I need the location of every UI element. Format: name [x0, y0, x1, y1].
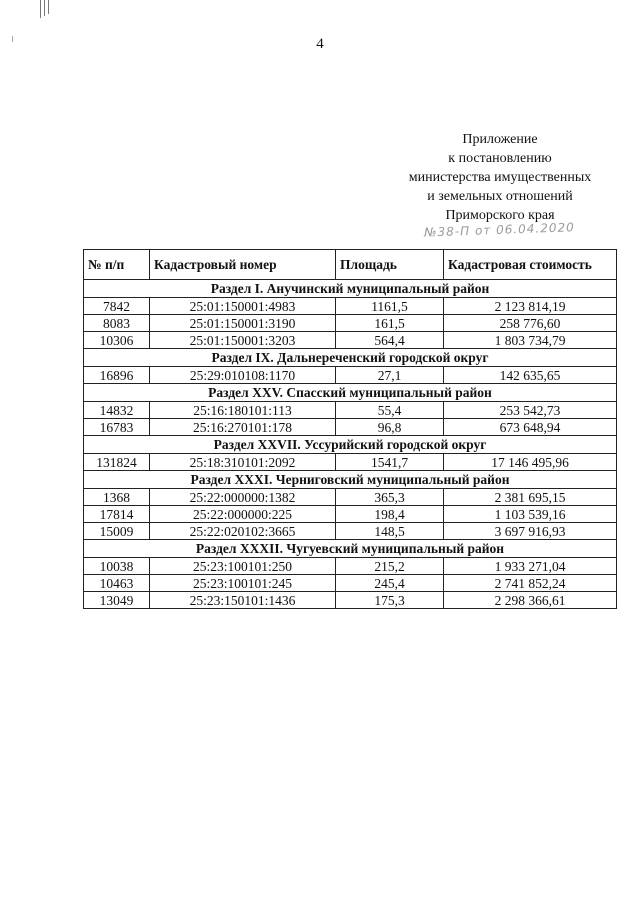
cell-cadastral-number: 25:22:000000:1382 — [150, 489, 336, 506]
cell-cadastral-value: 1 933 271,04 — [444, 558, 617, 575]
cell-cadastral-value: 3 697 916,93 — [444, 523, 617, 540]
cell-number: 17814 — [84, 506, 150, 523]
cell-area: 148,5 — [336, 523, 444, 540]
cell-area: 55,4 — [336, 402, 444, 419]
table-header-row — [84, 250, 617, 280]
section-row — [84, 540, 617, 558]
cell-number: 131824 — [84, 454, 150, 471]
handwritten-note: №38-П от 06.04.2020 — [423, 220, 575, 240]
table-row — [84, 298, 617, 315]
section-row — [84, 280, 617, 298]
appendix-line: и земельных отношений — [427, 189, 573, 204]
cell-cadastral-value: 1 103 539,16 — [444, 506, 617, 523]
cell-number: 13049 — [84, 592, 150, 609]
appendix-line: к постановлению — [448, 151, 552, 166]
table-row — [84, 523, 617, 540]
appendix-line: Приморского края — [445, 208, 555, 223]
section-title: Раздел XXV. Спасский муниципальный район — [84, 384, 617, 402]
table-row — [84, 367, 617, 384]
table-row — [84, 558, 617, 575]
cell-area: 96,8 — [336, 419, 444, 436]
cell-number: 15009 — [84, 523, 150, 540]
header-area: Площадь — [336, 250, 444, 280]
cell-cadastral-number: 25:22:020102:3665 — [150, 523, 336, 540]
cell-number: 16896 — [84, 367, 150, 384]
section-title: Раздел XXXI. Черниговский муниципальный район — [84, 471, 617, 489]
section-row — [84, 471, 617, 489]
cell-cadastral-value: 2 298 366,61 — [444, 592, 617, 609]
cell-area: 27,1 — [336, 367, 444, 384]
section-row — [84, 384, 617, 402]
cell-number: 16783 — [84, 419, 150, 436]
cell-area: 564,4 — [336, 332, 444, 349]
cell-number: 10038 — [84, 558, 150, 575]
scan-mark — [48, 0, 49, 14]
appendix-line: министерства имущественных — [408, 170, 592, 185]
cell-cadastral-value: 17 146 495,96 — [444, 454, 617, 471]
cell-cadastral-value: 2 123 814,19 — [444, 298, 617, 315]
scan-mark — [40, 0, 41, 18]
cell-cadastral-number: 25:18:310101:2092 — [150, 454, 336, 471]
cell-cadastral-number: 25:23:100101:245 — [150, 575, 336, 592]
cell-cadastral-value: 2 741 852,24 — [444, 575, 617, 592]
cell-cadastral-number: 25:22:000000:225 — [150, 506, 336, 523]
appendix-line: Приложение — [462, 132, 538, 147]
cell-number: 10306 — [84, 332, 150, 349]
section-row — [84, 349, 617, 367]
cell-cadastral-value: 142 635,65 — [444, 367, 617, 384]
cell-number: 14832 — [84, 402, 150, 419]
table-row — [84, 454, 617, 471]
cell-area: 365,3 — [336, 489, 444, 506]
cell-cadastral-value: 2 381 695,15 — [444, 489, 617, 506]
table-body — [84, 280, 617, 609]
cell-cadastral-number: 25:23:150101:1436 — [150, 592, 336, 609]
header-cadastral-value: Кадастровая стоимость — [444, 250, 617, 280]
cell-area: 1161,5 — [336, 298, 444, 315]
header-number: № п/п — [84, 250, 150, 280]
cell-area: 245,4 — [336, 575, 444, 592]
table-row — [84, 402, 617, 419]
section-title: Раздел XXXII. Чугуевский муниципальный район — [84, 540, 617, 558]
cell-number: 8083 — [84, 315, 150, 332]
table-row — [84, 592, 617, 609]
cell-cadastral-number: 25:01:150001:4983 — [150, 298, 336, 315]
cell-area: 1541,7 — [336, 454, 444, 471]
cell-cadastral-value: 673 648,94 — [444, 419, 617, 436]
cell-cadastral-value: 253 542,73 — [444, 402, 617, 419]
table-row — [84, 332, 617, 349]
cell-cadastral-number: 25:23:100101:250 — [150, 558, 336, 575]
cell-cadastral-value: 258 776,60 — [444, 315, 617, 332]
cell-number: 7842 — [84, 298, 150, 315]
cell-area: 198,4 — [336, 506, 444, 523]
cell-cadastral-number: 25:29:010108:1170 — [150, 367, 336, 384]
table-row — [84, 419, 617, 436]
table-row — [84, 315, 617, 332]
cell-cadastral-number: 25:16:180101:113 — [150, 402, 336, 419]
section-title: Раздел I. Анучинский муниципальный район — [84, 280, 617, 298]
section-title: Раздел IX. Дальнереченский городской округ — [84, 349, 617, 367]
cell-area: 215,2 — [336, 558, 444, 575]
page-number: 4 — [316, 36, 324, 52]
table-row — [84, 575, 617, 592]
cell-cadastral-number: 25:01:150001:3203 — [150, 332, 336, 349]
cell-area: 161,5 — [336, 315, 444, 332]
cell-cadastral-number: 25:16:270101:178 — [150, 419, 336, 436]
table-row — [84, 489, 617, 506]
cell-number: 10463 — [84, 575, 150, 592]
cell-cadastral-number: 25:01:150001:3190 — [150, 315, 336, 332]
cell-cadastral-value: 1 803 734,79 — [444, 332, 617, 349]
scan-mark — [44, 0, 45, 16]
table-row — [84, 506, 617, 523]
cadastre-table — [83, 249, 617, 609]
header-cadastral-number: Кадастровый номер — [150, 250, 336, 280]
cell-number: 1368 — [84, 489, 150, 506]
section-title: Раздел XXVII. Уссурийский городской округ — [84, 436, 617, 454]
section-row — [84, 436, 617, 454]
appendix-header — [383, 130, 617, 225]
cell-area: 175,3 — [336, 592, 444, 609]
